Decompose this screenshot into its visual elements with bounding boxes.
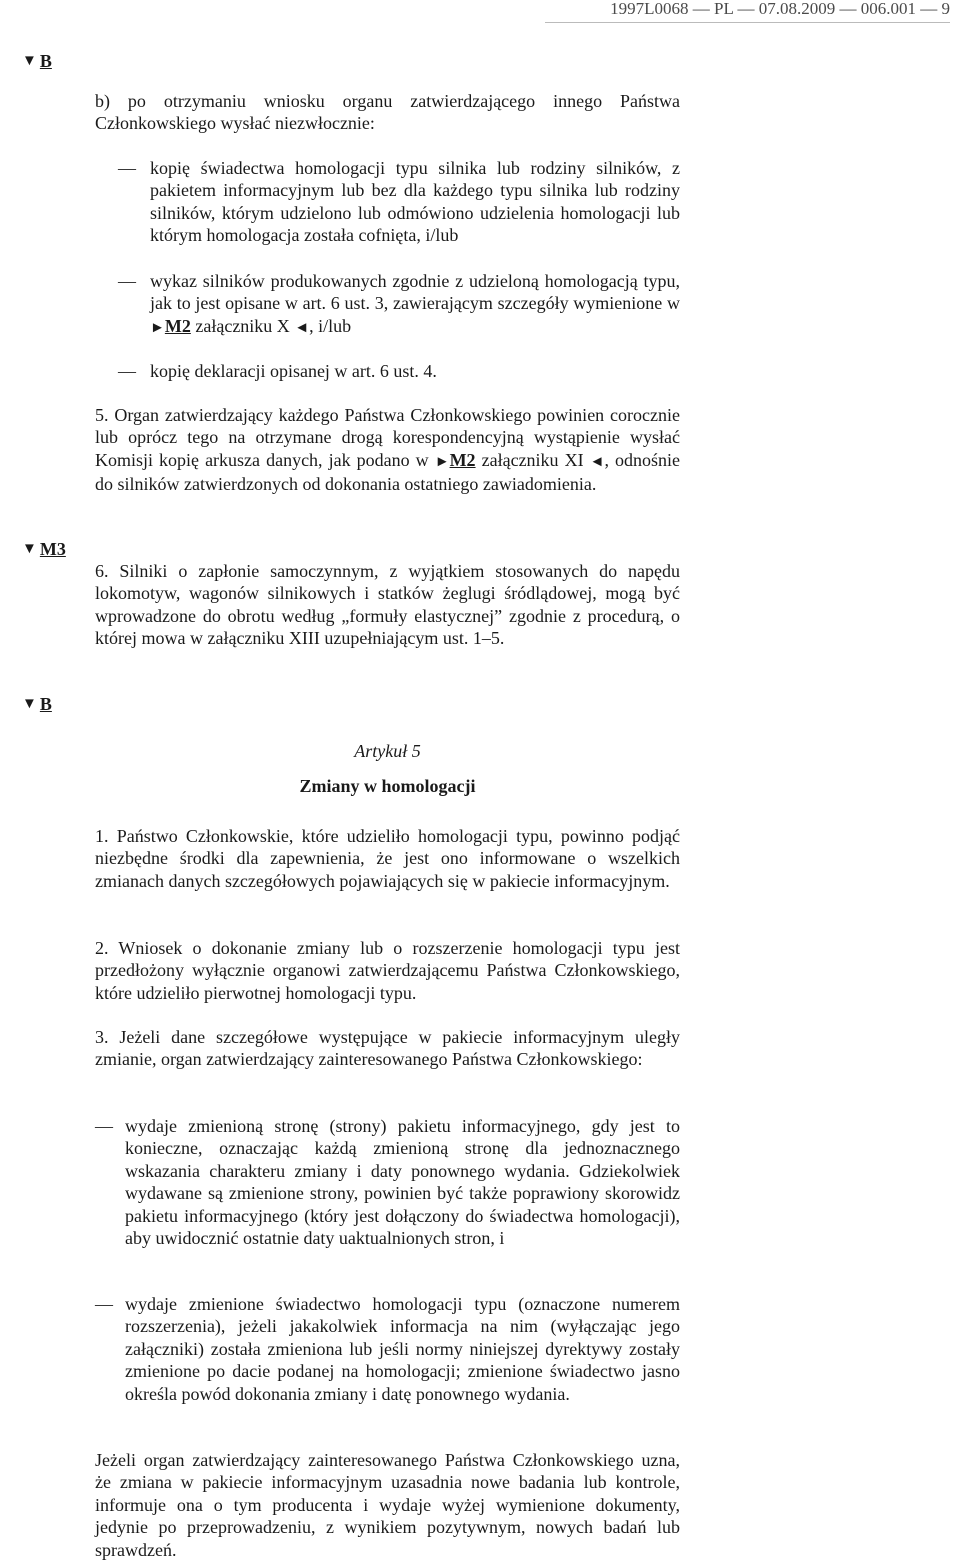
list-item-text: wykaz silników produkowanych zgodnie z udzieloną homologacją typu, jak to jest opisane w art. 6 ust. 3, zawierającym szczegóły wymienione w [150,271,680,314]
triangle-down-icon: ▼ [22,696,37,712]
dash-icon: — [95,1116,113,1136]
paragraph-text: 1. Państwo Członkowskie, które udzieliło homologacji typu, powinno podjąć niezbędne środki dla zapewnienia, że jest ono informowane o wszelkich zmianach danych szczegółowych pojawiających się w pakiecie informacyjnym. [95,826,680,891]
marker-b [22,52,52,70]
amendment-link-m2[interactable]: M2 [449,449,476,470]
paragraph-text: Jeżeli organ zatwierdzający zainteresowanego Państwa Członkowskiego uzna, że zmiana w pakiecie informacyjnym uzasadnia nowe badania lub kontrole, informuje ona o tym producenta i wydaje wyżej wymienione dokumenty, jedynie po przeprowadzeniu, z wynikiem pozytywnym, nowych badań lub sprawdzeń. [95,1450,680,1560]
triangle-down-icon: ▼ [22,541,37,557]
paragraph-6 [95,560,680,650]
paragraph-text: załączniku XI [481,449,584,470]
list-item [150,157,680,247]
paragraph-5 [95,404,680,496]
paragraph-text: 5. Organ zatwierdzający każdego Państwa Członkowskiego powinien corocznie lub oprócz tego na otrzymane drogą korespondencyjną wystąpienie wysłać Komisji kopię arkusza danych, jak podano w [95,405,680,470]
marker-b [22,695,52,713]
list-item [125,1293,680,1405]
dash-icon: — [95,1294,113,1314]
list-item-text: wydaje zmienione świadectwo homologacji typu (oznaczone numerem rozszerzenia), jeżeli jakakolwiek informacja na nim (wyłączając jego załączniki) została zmieniona lub jeśli normy niniejszej dyrektywy zostały zmienione po dacie podanej na homologacji; zmienione świadectwo jasno określa powód dokonania zmiany i datę ponownego wydania. [125,1294,680,1404]
article-title: Zmiany w homologacji [299,776,476,796]
page-header [545,0,950,23]
list-item-text: wydaje zmienioną stronę (strony) pakietu informacyjnego, gdy jest to konieczne, oznaczając każdą zmienioną stronę dla jednoznacznego wskazania charakteru zmiany i daty ponownego wydania. Gdziekolwiek wydawane są zmienione strony, powinien być także poprawiony skorowidz pakietu informacyjnego (który jest dołączony do świadectwa homologacji), aby uwidocznić ostatnie daty uaktualnionych stron, i [125,1116,680,1249]
dash-icon: — [118,361,136,381]
marker-label: B [39,51,52,71]
paragraph-text: 3. Jeżeli dane szczegółowe występujące w pakiecie informacyjnym uległy zmianie, organ zatwierdzający zainteresowanego Państwa Członkowskiego: [95,1027,680,1070]
paragraph-text: 2. Wniosek o dokonanie zmiany lub o rozszerzenie homologacji typu jest przedłożony wyłącznie organowi zatwierdzającemu Państwa Członkowskiego, które udzieliło pierwotnej homologacji typu. [95,938,680,1003]
paragraph-b [95,90,680,135]
list-item [125,1115,680,1249]
dash-icon: — [118,158,136,178]
art5-paragraph-2 [95,937,680,1004]
list-item [150,270,680,339]
marker-label: B [39,694,52,714]
paragraph-text: , odnośnie do silników zatwierdzonych od dokonania ostatniego zawiadomienia. [95,449,681,495]
list-item [150,360,680,382]
art5-paragraph-3 [95,1026,680,1071]
list-item-text: kopię świadectwa homologacji typu silnika lub rodziny silników, z pakietem informacyjnym lub bez dla każdego typu silnika lub rodziny silników, którym udzielono lub odmówiono udzielenia homologacji lub którym homologacja została cofnięta, i/lub [150,158,680,246]
amendment-link-m2[interactable]: M2 [164,315,191,336]
paragraph-text: 6. Silniki o zapłonie samoczynnym, z wyjątkiem stosowanych do napędu lokomotyw, wagonów silnikowych i statków żeglugi śródlądowej, mogą być wprowadzone do obrotu według „formuły elastycznej” zgodnie z procedurą, o której mowa w załączniku XIII uzupełniającym ust. 1–5. [95,561,680,649]
article-number: Artykuł 5 [354,741,421,761]
triangle-down-icon: ▼ [22,53,37,69]
dash-icon: — [118,271,136,291]
list-item-text: kopię deklaracji opisanej w art. 6 ust. 4. [150,361,437,381]
marker-label: M3 [39,539,66,559]
art5-paragraph-1 [95,825,680,892]
arrow-left-icon: ◄ [294,319,310,336]
paragraph-b-text: b) po otrzymaniu wniosku organu zatwierdzającego innego Państwa Członkowskiego wysłać niezwłocznie: [95,91,680,134]
list-item-text: , i/lub [309,315,352,336]
arrow-right-icon: ► [150,319,165,336]
marker-m3 [22,540,66,558]
list-item-text: załączniku X [195,315,290,336]
arrow-left-icon: ◄ [589,453,605,470]
art5-closing-paragraph [95,1449,680,1561]
arrow-right-icon: ► [434,453,450,470]
header-text: 1997L0068 — PL — 07.08.2009 — 006.001 — 9 [610,0,950,18]
